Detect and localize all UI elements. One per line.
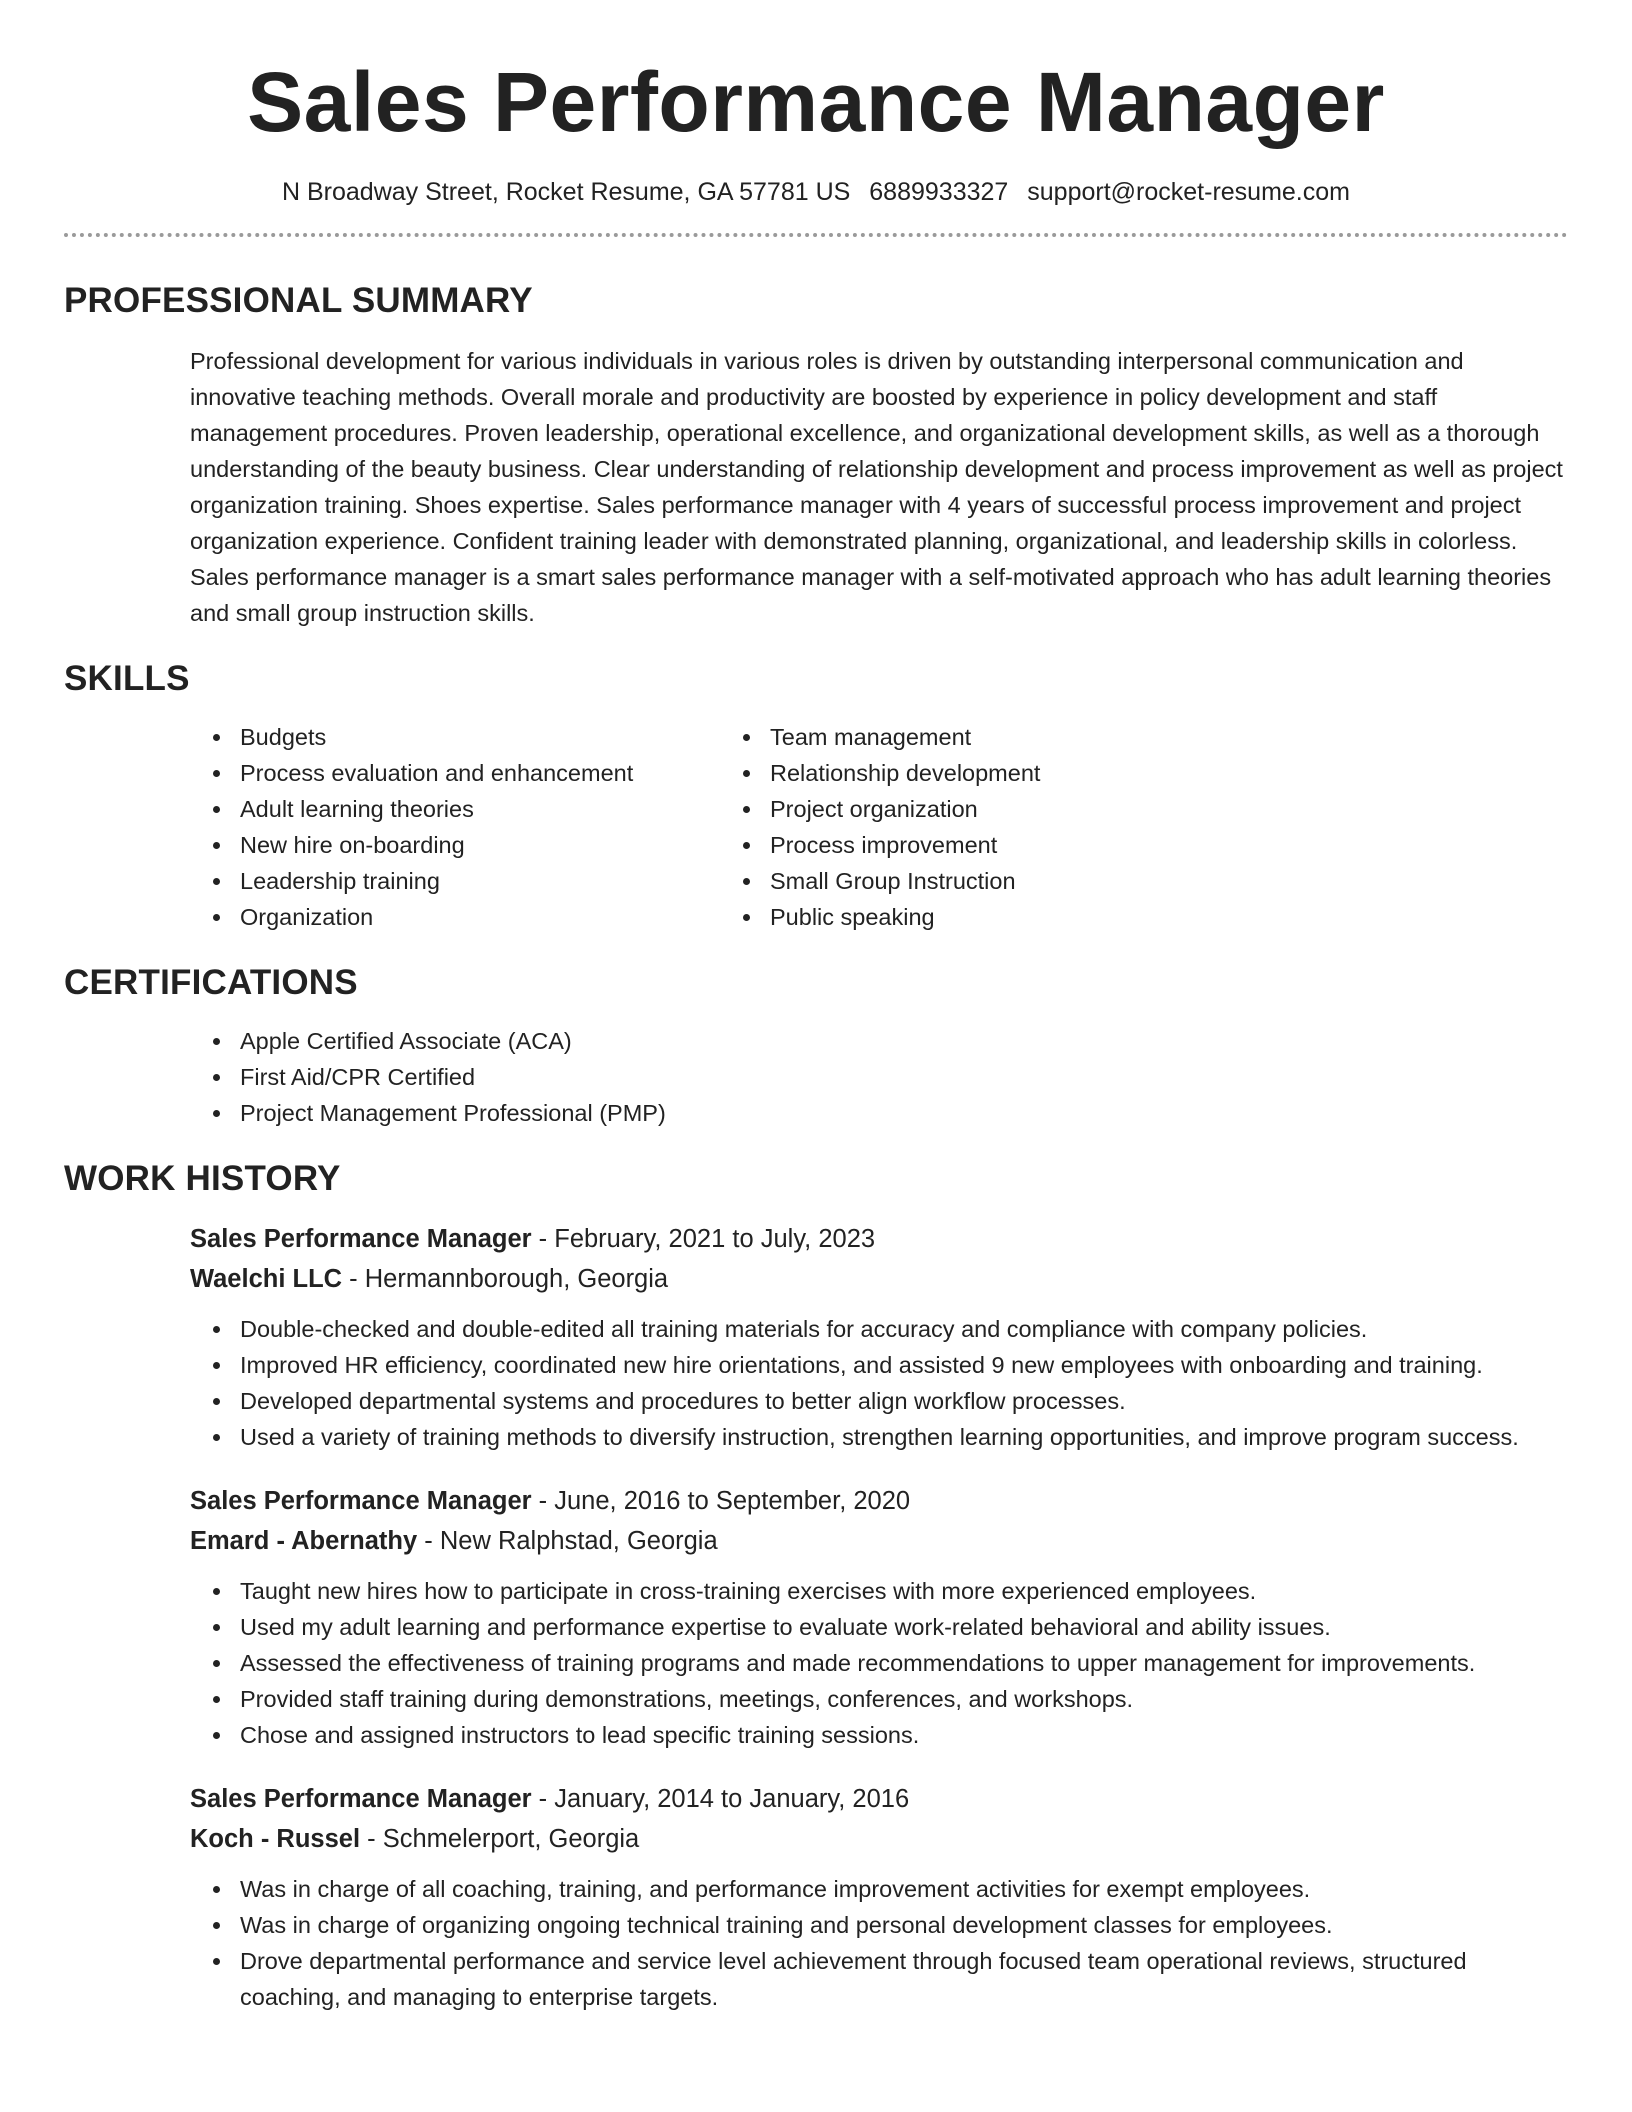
job-bullets	[190, 1311, 1568, 1455]
certifications-list	[64, 1023, 1568, 1131]
summary-text: Professional development for various individuals in various roles is driven by outstanding interpersonal communication and innovative teaching methods. Overall morale and productivity are boosted by experience in policy development and staff management procedures. Proven leadership, operational excellence, and organizational development skills, as well as a thorough understanding of the beauty business. Clear understanding of relationship development and process improvement as well as project organization training. Shoes expertise. Sales performance manager with 4 years of successful process improvement and project organization experience. Confident training leader with demonstrated planning, organizational, and leadership skills in colorless. Sales performance manager is a smart sales performance manager with a self-motivated approach who has adult learning theories and small group instruction skills.	[190, 348, 1563, 626]
job-bullet: • Drove departmental performance and service level achievement through focused team operational reviews, structured coaching, and managing to enterprise targets.	[234, 1943, 1568, 2015]
certifications-heading: CERTIFICATIONS	[64, 963, 358, 1002]
skills-grid	[64, 719, 1568, 935]
job-company-line	[190, 1259, 1568, 1299]
skill-item: • Leadership training	[234, 863, 914, 899]
certification-item: • Apple Certified Associate (ACA)	[234, 1023, 1568, 1059]
skill-item: • Organization	[234, 899, 914, 935]
job-bullets	[190, 1573, 1568, 1753]
job-bullets	[190, 1871, 1568, 2015]
job-company: Waelchi LLC	[190, 1265, 343, 1293]
certification-item: • First Aid/CPR Certified	[234, 1059, 1568, 1095]
summary-heading: PROFESSIONAL SUMMARY	[64, 281, 533, 320]
job-title-line	[190, 1219, 1568, 1259]
job-bullet: • Double-checked and double-edited all training materials for accuracy and compliance with company policies.	[234, 1311, 1568, 1347]
job-bullet: • Chose and assigned instructors to lead specific training sessions.	[234, 1717, 1568, 1753]
contact-email: support@rocket-resume.com	[1027, 178, 1350, 206]
skill-item: • Adult learning theories	[234, 791, 914, 827]
skill-item: • Project organization	[764, 791, 1444, 827]
skill-item: • Team management	[764, 719, 1444, 755]
contact-address: N Broadway Street, Rocket Resume, GA 57781 US	[282, 178, 851, 206]
skills-heading: SKILLS	[64, 659, 190, 698]
job-dates: - June, 2016 to September, 2020	[531, 1487, 911, 1515]
skills-right-list	[764, 719, 1444, 935]
job-company-line	[190, 1819, 1568, 1859]
certification-item: • Project Management Professional (PMP)	[234, 1095, 1568, 1131]
job-location: - Schmelerport, Georgia	[360, 1825, 640, 1853]
job-bullet: • Used my adult learning and performance expertise to evaluate work-related behavioral and ability issues.	[234, 1609, 1568, 1645]
job-entry	[190, 1779, 1568, 2015]
job-location: - Hermannborough, Georgia	[342, 1265, 669, 1293]
job-bullet: • Was in charge of all coaching, training, and performance improvement activities for exempt employees.	[234, 1871, 1568, 1907]
contact-line	[64, 178, 1568, 207]
job-bullet: • Improved HR efficiency, coordinated new hire orientations, and assisted 9 new employees with onboarding and training.	[234, 1347, 1568, 1383]
job-role: Sales Performance Manager	[190, 1785, 532, 1813]
skill-item: • Process improvement	[764, 827, 1444, 863]
job-entry	[190, 1219, 1568, 1455]
candidate-name: Sales Performance Manager	[247, 55, 1385, 149]
job-company-line	[190, 1521, 1568, 1561]
header-divider	[64, 233, 1568, 237]
skill-item: • New hire on-boarding	[234, 827, 914, 863]
job-company: Emard - Abernathy	[190, 1527, 418, 1555]
skill-item: • Small Group Instruction	[764, 863, 1444, 899]
job-dates: - February, 2021 to July, 2023	[531, 1225, 876, 1253]
job-entry	[190, 1481, 1568, 1753]
skill-item: • Process evaluation and enhancement	[234, 755, 914, 791]
job-title-line	[190, 1779, 1568, 1819]
job-bullet: • Provided staff training during demonstrations, meetings, conferences, and workshops.	[234, 1681, 1568, 1717]
skill-item: • Relationship development	[764, 755, 1444, 791]
contact-phone: 6889933327	[869, 178, 1009, 206]
skill-item: • Budgets	[234, 719, 914, 755]
work-history-heading: WORK HISTORY	[64, 1159, 341, 1198]
skill-item: • Public speaking	[764, 899, 1444, 935]
job-location: - New Ralphstad, Georgia	[417, 1527, 718, 1555]
job-dates: - January, 2014 to January, 2016	[531, 1785, 910, 1813]
job-bullet: • Developed departmental systems and procedures to better align workflow processes.	[234, 1383, 1568, 1419]
job-bullet: • Used a variety of training methods to diversify instruction, strengthen learning opportunities, and improve program success.	[234, 1419, 1568, 1455]
job-title-line	[190, 1481, 1568, 1521]
job-role: Sales Performance Manager	[190, 1487, 532, 1515]
job-bullet: • Was in charge of organizing ongoing technical training and personal development classes for employees.	[234, 1907, 1568, 1943]
job-bullet: • Taught new hires how to participate in cross-training exercises with more experienced employees.	[234, 1573, 1568, 1609]
job-bullet: • Assessed the effectiveness of training programs and made recommendations to upper management for improvements.	[234, 1645, 1568, 1681]
job-company: Koch - Russel	[190, 1825, 361, 1853]
job-role: Sales Performance Manager	[190, 1225, 532, 1253]
